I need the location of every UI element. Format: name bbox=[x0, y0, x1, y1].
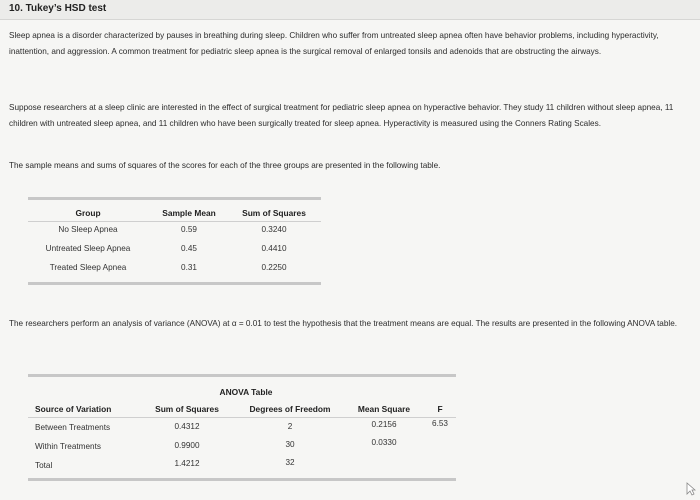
table-top-rule bbox=[28, 197, 321, 200]
question-title: 10. Tukey’s HSD test bbox=[9, 3, 107, 14]
anova-intro-paragraph: The researchers perform an analysis of variance (ANOVA) at α = 0.01 to test the hypothesis that the treatment means are equal. The results are presented in the following ANOVA table. bbox=[9, 319, 678, 328]
question-header bbox=[0, 0, 700, 20]
sum-of-squares: 0.3240 bbox=[261, 225, 287, 234]
ss-value: 1.4212 bbox=[174, 459, 200, 468]
ms-value: 0.2156 bbox=[371, 420, 397, 429]
source: Between Treatments bbox=[35, 423, 111, 432]
anova-table-title: ANOVA Table bbox=[219, 387, 273, 397]
group-name: Treated Sleep Apnea bbox=[49, 263, 127, 272]
ss-value: 0.4312 bbox=[174, 422, 200, 431]
ms-value: 0.0330 bbox=[371, 438, 397, 447]
sample-mean: 0.59 bbox=[181, 225, 197, 234]
sample-mean: 0.45 bbox=[181, 244, 197, 253]
anova-header-rule bbox=[28, 417, 456, 418]
sum-of-squares: 0.4410 bbox=[261, 244, 287, 253]
header-sample-mean: Sample Mean bbox=[162, 208, 216, 218]
header-source: Source of Variation bbox=[35, 404, 112, 414]
sample-mean: 0.31 bbox=[181, 263, 197, 272]
header-df: Degrees of Freedom bbox=[249, 404, 331, 414]
header-sum-of-squares: Sum of Squares bbox=[242, 208, 306, 218]
intro-paragraph: Sleep apnea is a disorder characterized by pauses in breathing during sleep. Children who suffer from untreated sleep apnea often have behavior problems, including hyperactivity, inattention, and aggression. A common treatment for pediatric sleep apnea is the surgical removal of enlarged tonsils and adenoids that are obstructing the airways. bbox=[9, 31, 659, 56]
f-value: 6.53 bbox=[432, 419, 448, 428]
anova-top-rule bbox=[28, 374, 456, 377]
df-value: 30 bbox=[285, 440, 295, 449]
mouse-pointer-icon bbox=[686, 482, 696, 496]
header-rule bbox=[28, 221, 321, 222]
df-value: 2 bbox=[287, 422, 293, 431]
source: Total bbox=[35, 461, 53, 470]
header-ss: Sum of Squares bbox=[155, 404, 219, 414]
header-f: F bbox=[437, 404, 443, 414]
source: Within Treatments bbox=[35, 442, 101, 451]
header-ms: Mean Square bbox=[357, 404, 411, 414]
sum-of-squares: 0.2250 bbox=[261, 263, 287, 272]
header-group: Group bbox=[75, 208, 101, 218]
anova-bottom-rule bbox=[28, 478, 456, 481]
study-paragraph: Suppose researchers at a sleep clinic are interested in the effect of surgical treatment for pediatric sleep apnea on hyperactive behavior. They study 11 children without sleep apnea, 11 children with untreated sleep apnea, and 11 children who have been surgically treated for sleep apnea. Hyperactivity is measured using the Conners Rating Scales. bbox=[9, 103, 674, 128]
df-value: 32 bbox=[285, 458, 295, 467]
group-name: Untreated Sleep Apnea bbox=[45, 244, 131, 253]
group-name: No Sleep Apnea bbox=[58, 225, 118, 234]
ss-value: 0.9900 bbox=[174, 441, 200, 450]
table-intro-paragraph: The sample means and sums of squares of the scores for each of the three groups are presented in the following table. bbox=[9, 161, 441, 170]
table-bottom-rule bbox=[28, 282, 321, 285]
